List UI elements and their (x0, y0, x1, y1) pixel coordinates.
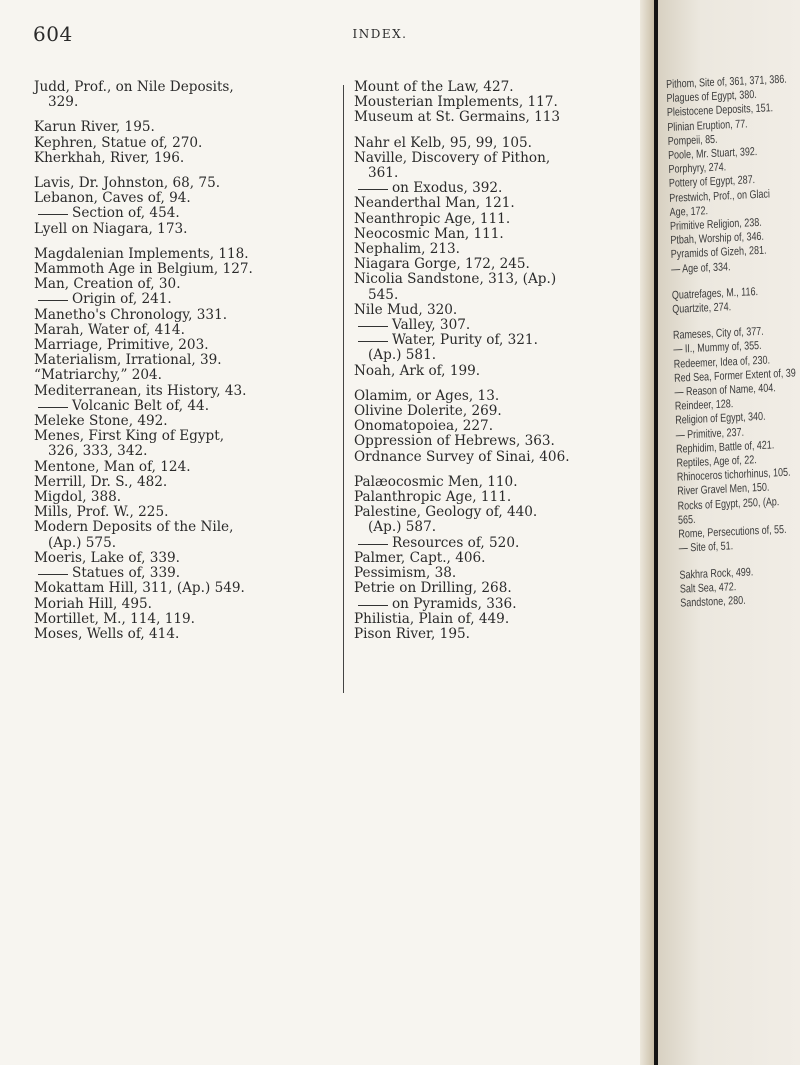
index-entry: Reindeer, 128. (674, 398, 734, 414)
index-subentry: on Pyramids, 336. (354, 597, 650, 612)
index-entry: Nicolia Sandstone, 313, (Ap.) (354, 271, 557, 288)
index-entry: Redeemer, Idea of, 230. (673, 354, 771, 371)
index-entry: Olamim, or Ages, 13. (354, 387, 500, 404)
index-subentry: Origin of, 241. (34, 292, 334, 307)
index-subentry: Water, Purity of, 321. (354, 333, 650, 348)
index-subentry: Valley, 307. (354, 318, 650, 333)
index-entry: Olivine Dolerite, 269. (354, 403, 502, 420)
index-entry: Pithom, Site of, 361, 371, 386. (666, 73, 787, 91)
index-entry: Palmer, Capt., 406. (354, 549, 486, 566)
index-entry: Plagues of Egypt, 380. (666, 89, 757, 106)
index-entry: Age, 172. (669, 205, 709, 219)
index-entry: 565. (677, 513, 696, 527)
index-subentry: on Exodus, 392. (354, 181, 650, 196)
index-subentry: Volcanic Belt of, 44. (34, 399, 334, 414)
index-entry: — Reason of Name, 404. (674, 382, 776, 399)
index-entry: Migdol, 388. (34, 489, 122, 506)
index-entry: Rocks of Egypt, 250, (Ap. (677, 495, 780, 513)
index-entry: Man, Creation of, 30. (34, 276, 181, 293)
index-entry: Lebanon, Caves of, 94. (34, 190, 191, 207)
index-entry: Pleistocene Deposits, 151. (666, 102, 774, 120)
index-entry: Meleke Stone, 492. (34, 413, 168, 430)
index-entry: Religion of Egypt, 340. (675, 411, 766, 428)
index-entry-continuation: 329. (48, 94, 79, 111)
index-entry: Mammoth Age in Belgium, 127. (34, 261, 253, 278)
index-entry: Menes, First King of Egypt, (34, 428, 225, 445)
index-entry: Moses, Wells of, 414. (34, 625, 180, 642)
index-entry: Oppression of Hebrews, 363. (354, 433, 555, 450)
index-entry-continuation: (Ap.) 581. (368, 347, 437, 364)
index-entry: Reptiles, Age of, 22. (676, 454, 757, 470)
index-entry: Onomatopoiea, 227. (354, 418, 494, 435)
index-entry: Pottery of Egypt, 287. (668, 174, 756, 191)
index-entry: Noah, Ark of, 199. (354, 362, 481, 379)
facing-page (658, 0, 800, 1065)
index-entry: Sandstone, 280. (680, 594, 746, 610)
index-subentry: Resources of, 520. (354, 536, 650, 551)
index-entry: Mortillet, M., 114, 119. (34, 610, 195, 627)
index-entry: Moriah Hill, 495. (34, 595, 152, 612)
index-entry: Moeris, Lake of, 339. (34, 549, 180, 566)
index-entry: Naville, Discovery of Pithon, (354, 149, 551, 166)
index-entry: Pompeii, 85. (667, 133, 718, 148)
index-entry: Pison River, 195. (354, 625, 470, 642)
index-entry: Prestwich, Prof., on Glaci (669, 188, 771, 205)
index-entry: Lavis, Dr. Johnston, 68, 75. (34, 175, 221, 192)
index-entry: “Matriarchy,” 204. (34, 367, 162, 384)
index-entry: Ordnance Survey of Sinai, 406. (354, 448, 570, 465)
index-entry: Materialism, Irrational, 39. (34, 352, 222, 369)
index-entry: Nephalim, 213. (354, 241, 460, 258)
facing-page-text (666, 71, 800, 611)
index-entry: Nahr el Kelb, 95, 99, 105. (354, 134, 532, 151)
index-entry: — Primitive, 237. (675, 426, 745, 442)
index-entry-continuation: 361. (368, 165, 399, 182)
index-entry: — Site of, 51. (678, 540, 734, 556)
index-entry: Mousterian Implements, 117. (354, 94, 558, 111)
index-entry: Rhinoceros tichorhinus, 105. (676, 466, 791, 485)
index-entry: Lyell on Niagara, 173. (34, 220, 188, 237)
index-entry-continuation: (Ap.) 575. (48, 534, 117, 551)
index-entry: Rome, Persecutions of, 55. (678, 523, 787, 541)
index-entry-continuation: 326, 333, 342. (48, 443, 148, 460)
index-entry: Salt Sea, 472. (679, 580, 737, 596)
index-column-left (34, 80, 334, 642)
index-entry: Plinian Eruption, 77. (667, 117, 748, 134)
index-entry: Primitive Religion, 238. (669, 216, 762, 233)
index-entry: Museum at St. Germains, 113 (354, 109, 561, 126)
index-entry: Modern Deposits of the Nile, (34, 519, 234, 536)
index-entry: Palæocosmic Men, 110. (354, 473, 518, 490)
index-entry: Pessimism, 38. (354, 565, 457, 582)
index-entry: Red Sea, Former Extent of, 39 (674, 367, 796, 385)
index-entry: Mentone, Man of, 124. (34, 458, 191, 475)
index-entry: Poole, Mr. Stuart, 392. (667, 145, 758, 162)
index-entry: Quartzite, 274. (672, 301, 732, 316)
index-entry: Manetho's Chronology, 331. (34, 306, 228, 323)
index-entry: Ptbah, Worship of, 346. (670, 230, 765, 248)
index-entry: — II., Mummy of, 355. (673, 340, 762, 357)
index-entry: Quatrefages, M., 116. (671, 285, 759, 302)
index-entry-continuation: 545. (368, 286, 399, 303)
index-entry: — Age of, 334. (671, 260, 731, 276)
index-entry: Kherkhah, River, 196. (34, 149, 185, 166)
index-entry: River Gravel Men, 150. (677, 482, 770, 499)
index-entry: Kephren, Statue of, 270. (34, 134, 203, 151)
index-subentry: Section of, 454. (34, 206, 334, 221)
index-entry: Mills, Prof. W., 225. (34, 504, 169, 521)
index-entry: Marah, Water of, 414. (34, 321, 185, 338)
index-entry: Mediterranean, its History, 43. (34, 382, 247, 399)
index-entry: Petrie on Drilling, 268. (354, 580, 512, 597)
index-entry: Judd, Prof., on Nile Deposits, (34, 79, 234, 95)
index-column-right (354, 80, 650, 642)
index-entry: Marriage, Primitive, 203. (34, 337, 209, 354)
index-subentry: Statues of, 339. (34, 566, 334, 581)
index-entry: Mount of the Law, 427. (354, 79, 514, 95)
index-entry: Neanthropic Age, 111. (354, 210, 511, 227)
index-entry: Rameses, City of, 377. (672, 326, 764, 343)
index-entry: Pyramids of Gizeh, 281. (670, 245, 767, 262)
index-entry: Neocosmic Man, 111. (354, 225, 504, 242)
index-entry-continuation: (Ap.) 587. (368, 519, 437, 536)
index-entry: Magdalenian Implements, 118. (34, 245, 249, 262)
index-entry: Neanderthal Man, 121. (354, 195, 515, 212)
running-head: INDEX. (352, 27, 408, 41)
index-entry: Karun River, 195. (34, 119, 155, 136)
index-entry: Palestine, Geology of, 440. (354, 504, 538, 521)
index-entry: Nile Mud, 320. (354, 301, 458, 318)
index-entry: Merrill, Dr. S., 482. (34, 473, 168, 490)
index-entry: Palanthropic Age, 111. (354, 489, 512, 506)
index-entry: Porphyry, 274. (668, 161, 727, 177)
index-entry: Philistia, Plain of, 449. (354, 610, 510, 627)
index-entry: Mokattam Hill, 311, (Ap.) 549. (34, 580, 245, 597)
column-divider (343, 85, 344, 693)
page-number: 604 (33, 22, 73, 46)
index-entry: Niagara Gorge, 172, 245. (354, 256, 530, 273)
index-entry: Rephidim, Battle of, 421. (675, 439, 775, 456)
index-entry: Sakhra Rock, 499. (679, 565, 754, 582)
